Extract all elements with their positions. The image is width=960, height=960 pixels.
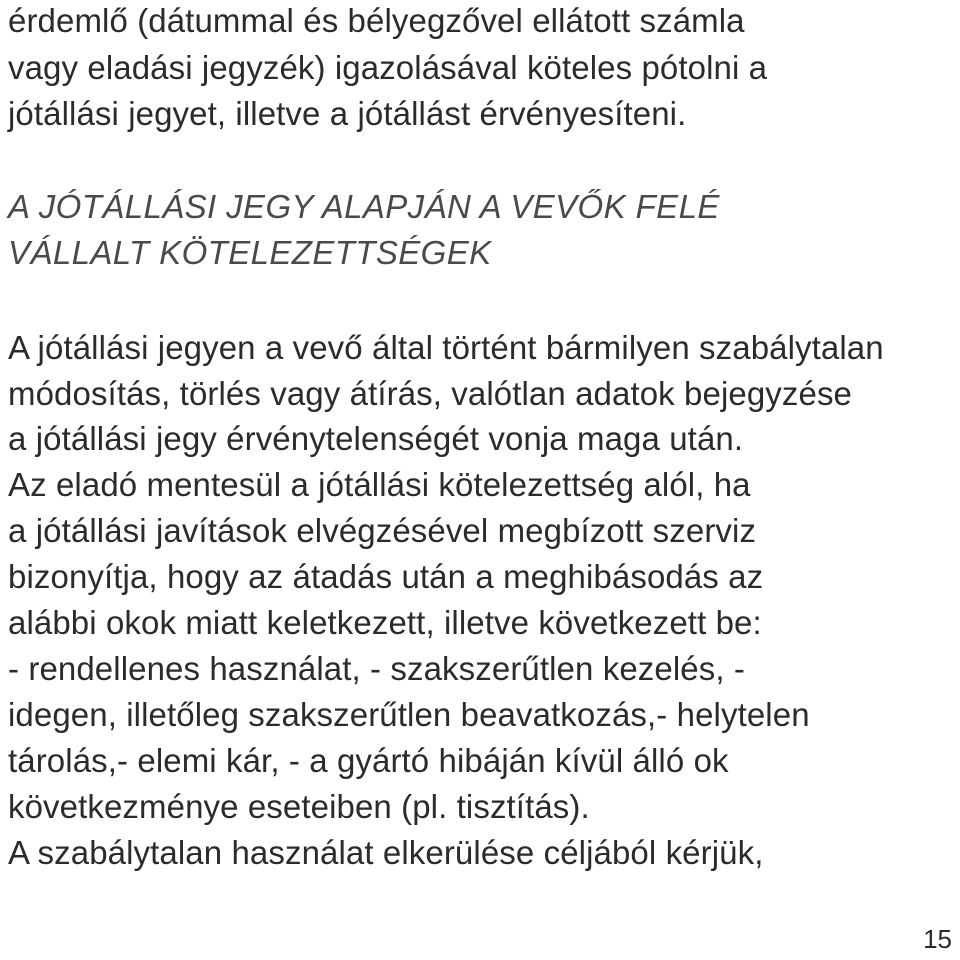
intro-line-1: érdemlő (dátummal és bélyegzővel ellátott számla xyxy=(8,2,745,39)
body-line-2: módosítás, törlés vagy átírás, valótlan adatok bejegyzése xyxy=(8,375,852,412)
intro-line-2: vagy eladási jegyzék) igazolásával köteles pótolni a xyxy=(8,49,768,86)
page-number: 15 xyxy=(923,924,952,954)
body-line-9: idegen, illetőleg szakszerűtlen beavatkozás,- helytelen xyxy=(8,696,810,733)
body-line-12: A szabálytalan használat elkerülése céljából kérjük, xyxy=(8,834,764,871)
section-heading-line-1: A JÓTÁLLÁSI JEGY ALAPJÁN A VEVŐK FELÉ xyxy=(8,188,720,225)
body-line-11: következménye eseteiben (pl. tisztítás). xyxy=(8,788,590,825)
body-line-7: alábbi okok miatt keletkezett, illetve következett be: xyxy=(8,604,762,641)
body-line-1: A jótállási jegyen a vevő által történt bármilyen szabálytalan xyxy=(8,329,884,366)
body-line-4: Az eladó mentesül a jótállási kötelezettség alól, ha xyxy=(8,466,751,503)
section-heading-line-2: VÁLLALT KÖTELEZETTSÉGEK xyxy=(8,234,492,271)
body-line-5: a jótállási javítások elvégzésével megbízott szerviz xyxy=(8,512,757,549)
intro-line-3: jótállási jegyet, illetve a jótállást érvényesíteni. xyxy=(8,95,687,132)
body-line-8: - rendellenes használat, - szakszerűtlen kezelés, - xyxy=(8,650,745,687)
body-line-10: tárolás,- elemi kár, - a gyártó hibáján kívül álló ok xyxy=(8,742,729,779)
body-line-6: bizonyítja, hogy az átadás után a meghibásodás az xyxy=(8,558,764,595)
body-line-3: a jótállási jegy érvénytelenségét vonja maga után. xyxy=(8,420,744,457)
